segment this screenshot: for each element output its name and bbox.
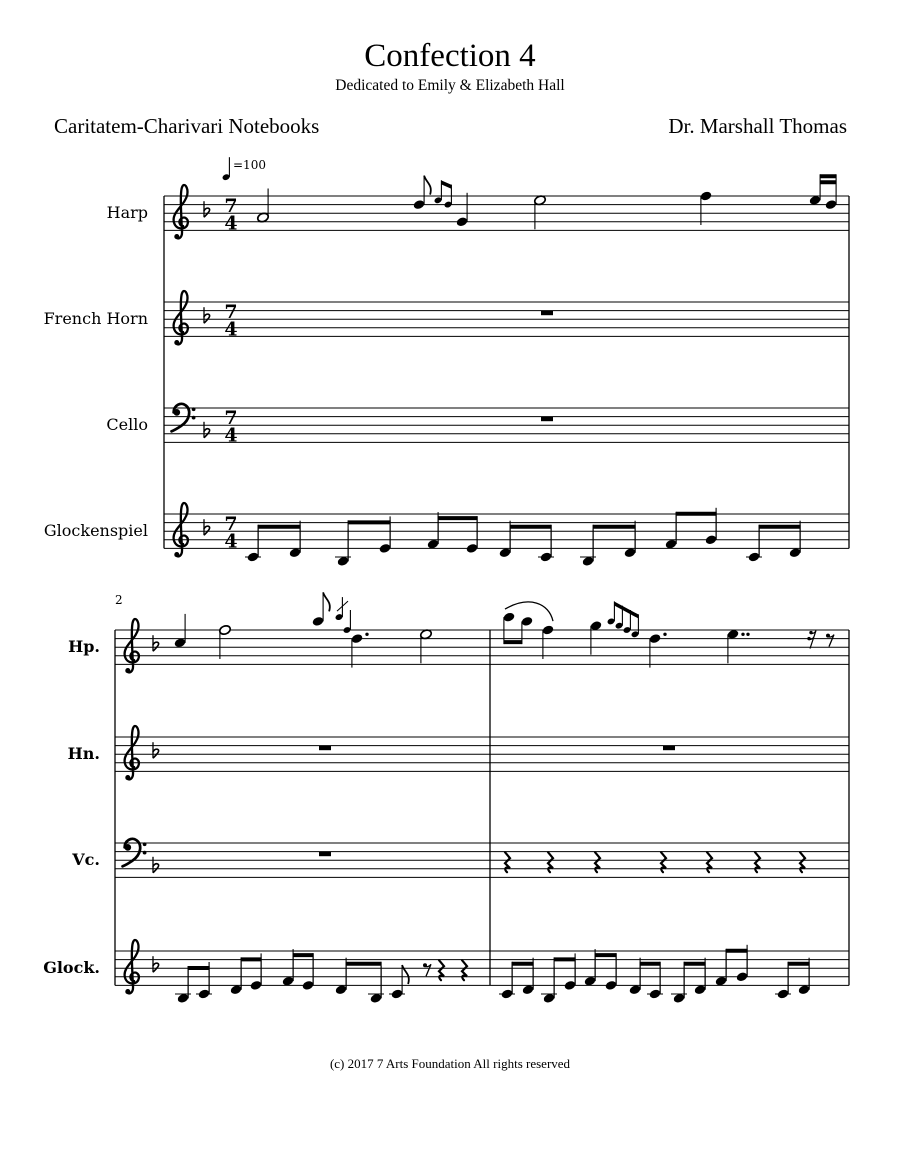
half-note	[219, 624, 232, 659]
dot	[741, 633, 744, 636]
notehead	[521, 616, 534, 627]
instrument-label: Hp.	[68, 637, 100, 657]
staff-3	[164, 408, 849, 442]
treble-clef-icon	[174, 503, 188, 557]
notehead	[542, 624, 555, 635]
whole-rest	[319, 852, 331, 857]
staff-2	[164, 302, 849, 336]
beam	[820, 180, 836, 184]
double-dotted-quarter-note	[727, 629, 750, 664]
flat-icon	[204, 422, 210, 438]
time-signature-numerator: 7	[224, 301, 238, 324]
staff-4	[164, 514, 849, 548]
dot	[746, 633, 749, 636]
tempo-value: =100	[233, 158, 266, 172]
quarter-note	[174, 614, 187, 649]
staff-1	[115, 630, 849, 664]
instrument-label: Harp	[106, 203, 148, 223]
beam	[788, 962, 809, 966]
eighth-note	[302, 953, 315, 991]
dotted-quarter-note	[649, 633, 667, 668]
treble-clef-icon	[174, 291, 188, 345]
eighth-note	[605, 953, 618, 991]
notehead	[302, 980, 315, 991]
quarter-note	[590, 620, 603, 655]
eighth-note	[466, 516, 479, 554]
notehead	[312, 616, 325, 627]
treble-clef-icon	[125, 619, 139, 673]
composer-name: Dr. Marshall Thomas	[668, 114, 847, 138]
flag	[424, 176, 431, 195]
notehead	[564, 980, 577, 991]
whole-rest	[541, 311, 553, 316]
instrument-label: Cello	[106, 415, 148, 435]
half-note	[257, 189, 270, 224]
notehead	[605, 980, 618, 991]
time-signature-denominator: 4	[224, 212, 238, 235]
beam	[684, 962, 705, 966]
flat-icon	[153, 857, 159, 873]
notehead	[649, 633, 662, 644]
beam	[188, 966, 209, 970]
time-signature-numerator: 7	[224, 195, 238, 218]
flat-icon	[153, 956, 159, 972]
flat-icon	[204, 307, 210, 323]
eighth-note	[521, 616, 534, 627]
beam	[504, 640, 522, 644]
time-signature-denominator: 4	[224, 318, 238, 341]
treble-clef-icon	[125, 726, 139, 780]
grace-note	[335, 597, 348, 621]
notehead	[705, 534, 718, 545]
whole-rest	[541, 417, 553, 422]
flat-icon	[204, 201, 210, 217]
grace-note	[444, 185, 453, 209]
eighth-rest-icon	[423, 963, 431, 976]
flat-icon	[153, 742, 159, 758]
beam	[241, 957, 261, 961]
flag	[323, 592, 330, 611]
notehead	[219, 624, 232, 635]
collection-name: Caritatem-Charivari Notebooks	[54, 114, 320, 138]
time-signature-numerator: 7	[224, 407, 238, 430]
flat-icon	[153, 635, 159, 651]
tempo-note	[222, 157, 231, 181]
notehead	[250, 980, 263, 991]
instrument-label: French Horn	[43, 309, 148, 329]
beam	[258, 525, 300, 529]
beam	[595, 953, 616, 957]
half-note	[420, 629, 433, 664]
flat-icon	[204, 519, 210, 535]
grace-note	[343, 610, 352, 634]
beam	[726, 949, 747, 953]
quarter-note	[542, 624, 555, 659]
beam	[640, 962, 660, 966]
beam	[759, 525, 800, 529]
eighth-note	[389, 965, 409, 1000]
notehead	[456, 216, 469, 227]
eighth-note	[312, 592, 330, 627]
time-signature-numerator: 7	[224, 513, 238, 536]
notehead	[736, 971, 749, 982]
beam	[438, 516, 477, 520]
beam	[293, 953, 313, 957]
beam	[593, 525, 635, 529]
time-signature-denominator: 4	[224, 530, 238, 553]
treble-clef-icon	[174, 185, 188, 239]
beam	[676, 512, 716, 516]
beam	[820, 174, 836, 178]
time-signature-denominator: 4	[224, 424, 238, 447]
notehead	[379, 543, 392, 554]
dotted-quarter-note	[351, 633, 369, 668]
dot	[365, 633, 368, 636]
instrument-label: Hn.	[67, 744, 100, 764]
instrument-label: Glock.	[43, 958, 100, 978]
staff-2	[115, 737, 849, 771]
staff-3	[115, 843, 849, 877]
sixteenth-note	[825, 199, 838, 210]
grace-beam	[441, 180, 451, 188]
grace-note	[631, 614, 640, 638]
sixteenth-rest-icon	[807, 631, 816, 649]
notehead	[413, 199, 426, 210]
eighth-note	[503, 611, 516, 622]
half-note	[534, 195, 547, 230]
beam	[554, 957, 575, 961]
grace-beam	[614, 601, 638, 618]
beam	[348, 520, 390, 524]
notehead	[700, 190, 713, 201]
beam	[512, 962, 533, 966]
notehead	[825, 199, 838, 210]
whole-rest	[663, 746, 675, 751]
beam	[510, 525, 551, 529]
instrument-label: Glockenspiel	[43, 521, 148, 541]
notehead	[351, 633, 364, 644]
whole-rest	[319, 746, 331, 751]
beam	[346, 962, 381, 966]
quarter-note	[700, 190, 713, 225]
treble-clef-icon	[125, 940, 139, 994]
dot	[663, 633, 666, 636]
dedication: Dedicated to Emily & Elizabeth Hall	[335, 77, 565, 94]
eighth-rest-icon	[826, 634, 834, 647]
copyright-notice: (c) 2017 7 Arts Foundation All rights reserved	[329, 1056, 571, 1071]
measure-number: 2	[115, 593, 123, 607]
notehead	[466, 543, 479, 554]
instrument-label: Vc.	[72, 850, 100, 870]
notehead	[503, 611, 516, 622]
score-title: Confection 4	[364, 38, 536, 74]
quarter-note	[456, 193, 469, 228]
